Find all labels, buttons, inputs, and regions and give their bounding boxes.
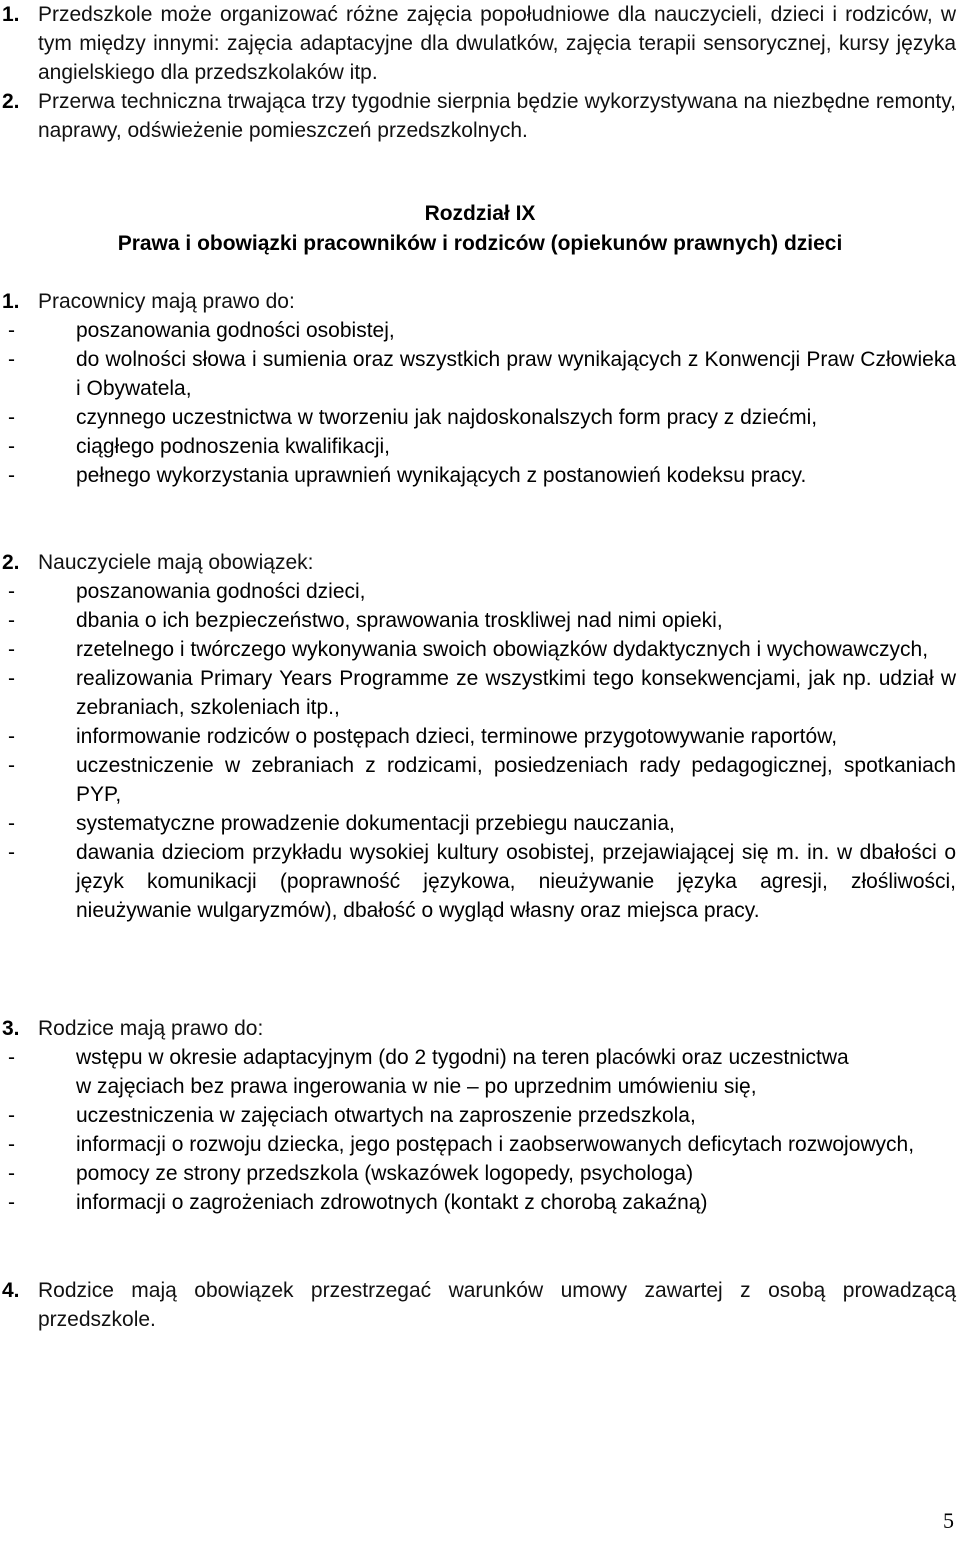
section-number: 1. [2,290,20,313]
paragraph-number: 2. [2,90,20,113]
dash-bullet: - [8,580,15,603]
chapter-subtitle: Prawa i obowiązki pracowników i rodziców (opiekunów prawnych) dzieci [117,232,843,255]
section-number: 3. [2,1017,20,1040]
dash-bullet: - [8,609,15,632]
list-item-text: uczestniczenia w zajęciach otwartych na zaproszenie przedszkola, [76,1104,696,1127]
list-item [0,461,958,490]
dash-bullet: - [8,435,15,458]
list-item [0,751,958,809]
list-item-text-continuation: w zajęciach bez prawa ingerowania w nie – po uprzednim umówieniu się, [76,1075,757,1098]
list-item-text: informacji o zagrożeniach zdrowotnych (kontakt z chorobą zakaźną) [76,1191,708,1214]
list-item [0,838,958,925]
list-item-text: informacji o rozwoju dziecka, jego postępach i zaobserwowanych deficytach rozwojowych, [76,1133,915,1156]
paragraph-number: 1. [2,3,20,26]
list-item-text: systematyczne prowadzenie dokumentacji przebiegu nauczania, [76,812,675,835]
list-item [0,345,958,403]
list-item [0,1188,958,1217]
chapter-title: Rozdział IX [424,202,536,225]
list-item [0,432,958,461]
section-intro: Rodzice mają prawo do: [38,1017,264,1040]
list-item [0,316,958,345]
dash-bullet: - [8,1046,15,1069]
list-item-text: realizowania Primary Years Programme ze wszystkimi tego konsekwencjami, jak np. udział w zebraniach, szkoleniach itp., [76,667,956,719]
dash-bullet: - [8,319,15,342]
section-intro: Pracownicy mają prawo do: [38,290,295,313]
list-item-text: czynnego uczestnictwa w tworzeniu jak najdoskonalszych form pracy z dziećmi, [76,406,818,429]
dash-bullet: - [8,841,15,864]
list-item-text: poszanowania godności dzieci, [76,580,366,603]
list-item-text: wstępu w okresie adaptacyjnym (do 2 tygodni) na teren placówki oraz uczestnictwa [76,1046,849,1069]
dash-bullet: - [8,406,15,429]
dash-bullet: - [8,725,15,748]
page-number: 5 [943,1508,954,1533]
parent-rights-list [0,1043,958,1217]
dash-bullet: - [8,754,15,777]
dash-bullet: - [8,812,15,835]
dash-bullet: - [8,638,15,661]
list-item [0,1043,958,1101]
dash-bullet: - [8,1104,15,1127]
employee-rights-list [0,316,958,490]
list-item [0,1159,958,1188]
list-item [0,1130,958,1159]
paragraph-text: Przedszkole może organizować różne zajęcia popołudniowe dla nauczycieli, dzieci i rodziców, w tym między innymi: zajęcia adaptacyjne dla dwulatków, zajęcia terapii sensorycznej, kursy języka angielskiego dla przedszkolaków itp. [38,3,956,84]
list-item [0,1101,958,1130]
list-item-text: ciągłego podnoszenia kwalifikacji, [76,435,391,458]
list-item-text: do wolności słowa i sumienia oraz wszystkich praw wynikających z Konwencji Praw Człowieka i Obywatela, [76,348,956,400]
dash-bullet: - [8,1191,15,1214]
list-item-text: pełnego wykorzystania uprawnień wynikających z postanowień kodeksu pracy. [76,464,807,487]
list-item-text: dbania o ich bezpieczeństwo, sprawowania troskliwej nad nimi opieki, [76,609,723,632]
paragraph-text: Przerwa techniczna trwająca trzy tygodnie sierpnia będzie wykorzystywana na niezbędne remonty, naprawy, odświeżenie pomieszczeń przedszkolnych. [38,90,956,142]
section-text: Rodzice mają obowiązek przestrzegać warunków umowy zawartej z osobą prowadzącą przedszkole. [38,1279,956,1331]
list-item [0,809,958,838]
list-item [0,722,958,751]
section-intro: Nauczyciele mają obowiązek: [38,551,314,574]
dash-bullet: - [8,1133,15,1156]
teacher-duties-list [0,577,958,925]
list-item [0,403,958,432]
list-item-text: dawania dzieciom przykładu wysokiej kultury osobistej, przejawiającej się m. in. w dbałości o język komunikacji (poprawność językowa, nieużywanie języka agresji, złośliwości, nieużywanie wulgaryzmów), dbałość o wygląd własny oraz miejsca pracy. [76,841,956,922]
list-item [0,606,958,635]
list-item-text: informowanie rodziców o postępach dzieci, terminowe przygotowywanie raportów, [76,725,838,748]
dash-bullet: - [8,464,15,487]
list-item [0,664,958,722]
section-number: 2. [2,551,20,574]
dash-bullet: - [8,1162,15,1185]
list-item-text: pomocy ze strony przedszkola (wskazówek logopedy, psychologa) [76,1162,694,1185]
list-item-text: rzetelnego i twórczego wykonywania swoich obowiązków dydaktycznych i wychowawczych, [76,638,929,661]
list-item [0,635,958,664]
dash-bullet: - [8,348,15,371]
dash-bullet: - [8,667,15,690]
list-item-text: poszanowania godności osobistej, [76,319,395,342]
list-item-text: uczestniczenie w zebraniach z rodzicami, posiedzeniach rady pedagogicznej, spotkaniach PYP, [76,754,956,806]
list-item [0,577,958,606]
section-number: 4. [2,1279,20,1302]
